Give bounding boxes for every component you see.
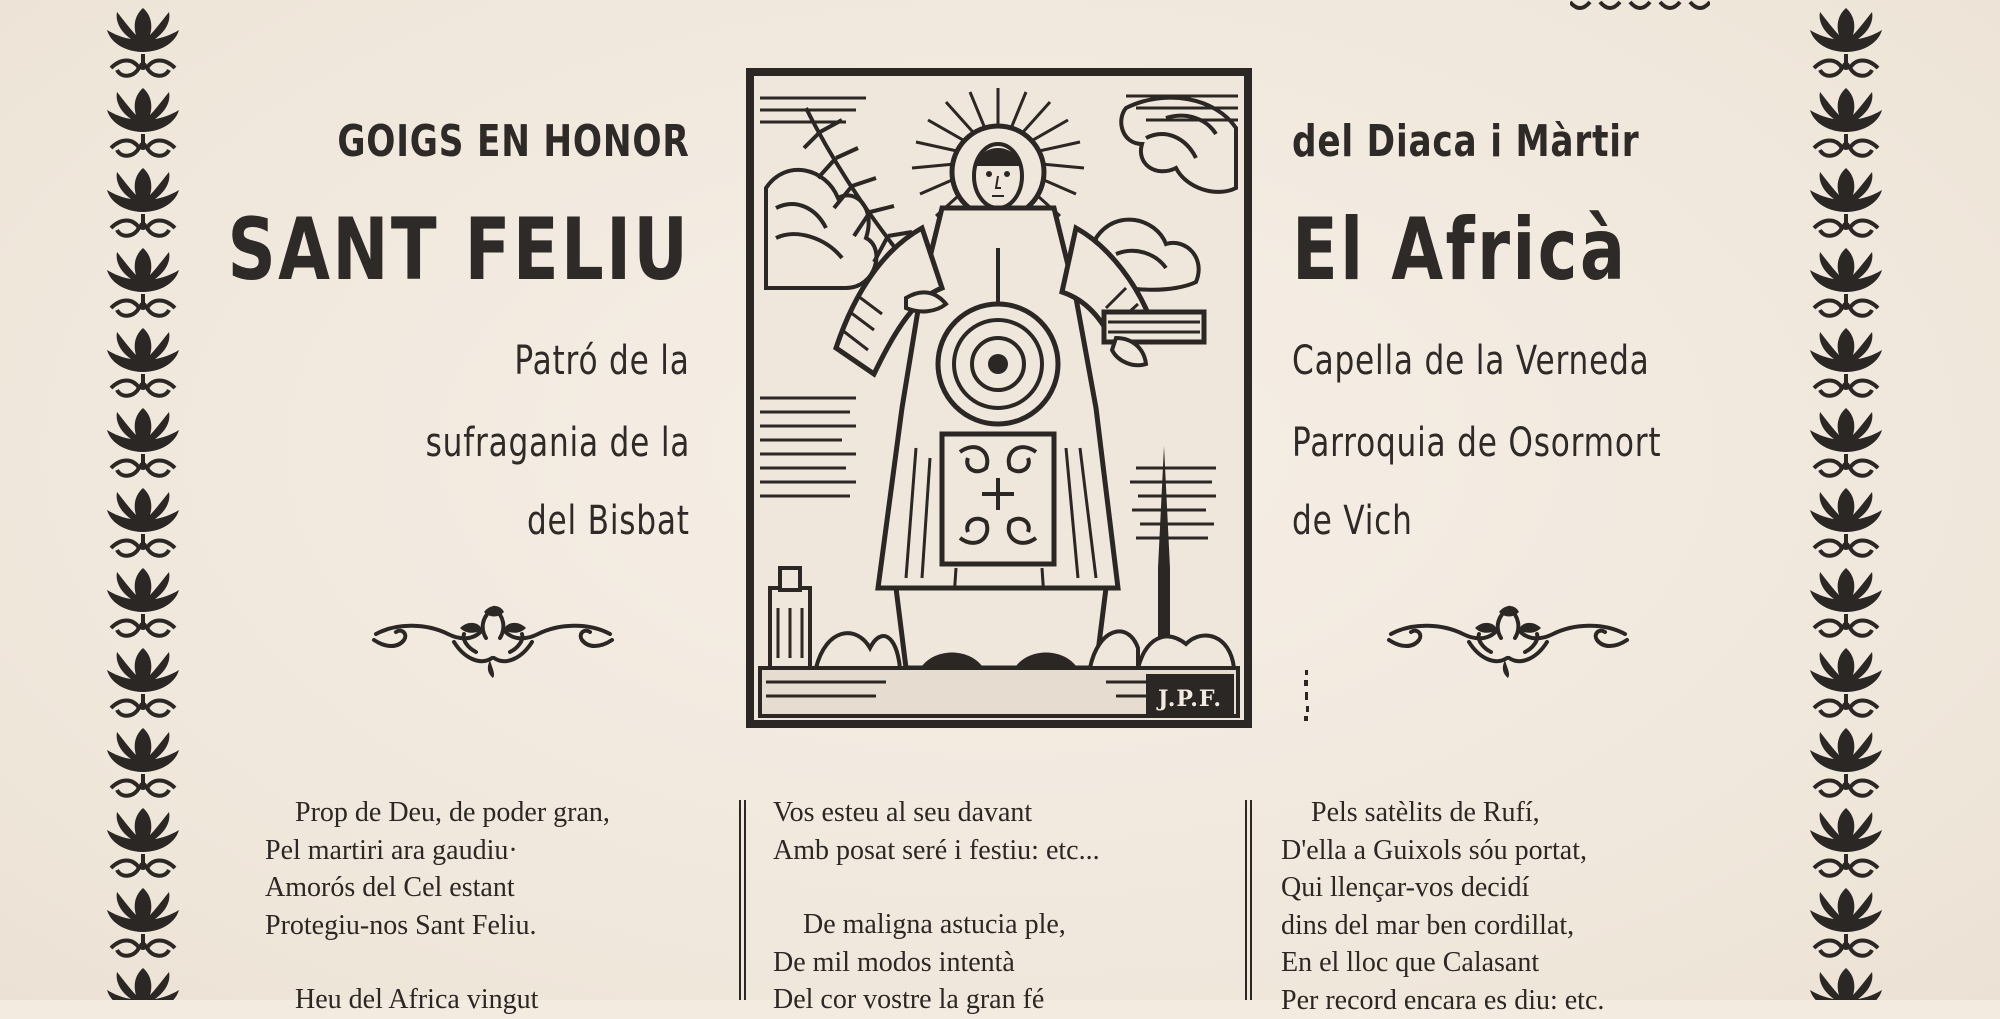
heading-right-line-1: del Diaca i Màrtir: [1292, 116, 1640, 167]
verse-line: Prop de Deu, de poder gran,: [265, 794, 610, 832]
verse-column-3: [1281, 794, 1604, 1019]
woodcut-signature: J.P.F.: [1158, 686, 1222, 712]
heading-right-line-5: de Vich: [1292, 498, 1413, 544]
saint-feliu-woodcut: [746, 68, 1252, 728]
heading-left-saint-name: SANT FELIU: [227, 200, 690, 300]
verse-line: Amorós del Cel estant: [265, 869, 610, 907]
heading-left-line-5: del Bisbat: [527, 498, 690, 544]
verse-line: Pel martiri ara gaudiu·: [265, 832, 610, 870]
verse-line: Per record encara es diu: etc.: [1281, 982, 1604, 1019]
scroll-ornament-left: [368, 598, 618, 678]
column-divider-1: [739, 800, 746, 1000]
heading-left-line-3: Patró de la: [515, 338, 690, 384]
verse-line: D'ella a Guixols sóu portat,: [1281, 832, 1604, 870]
verse-line: dins del mar ben cordillat,: [1281, 907, 1604, 945]
verse-column-2: [773, 794, 1100, 1019]
column-divider-2: [1245, 800, 1252, 1000]
heading-right-epithet: El Africà: [1292, 200, 1627, 300]
verse-line: Vos esteu al seu davant: [773, 794, 1100, 832]
verse-line: En el lloc que Calasant: [1281, 944, 1604, 982]
scroll-ornament-right: [1383, 598, 1633, 678]
top-edge-ornament: [1570, 0, 1710, 14]
verse-line: Del cor vostre la gran fé: [773, 981, 1100, 1019]
verse-line: Heu del Africa vingut: [265, 981, 610, 1019]
heading-right-line-3: Capella de la Verneda: [1292, 338, 1650, 384]
left-palmette-border: [103, 0, 183, 1000]
heading-left-line-1: GOIGS EN HONOR: [338, 116, 690, 167]
verse-line: Protegiu-nos Sant Feliu.: [265, 907, 610, 945]
right-palmette-border: [1806, 0, 1886, 1000]
verse-line: Qui llençar-vos decidí: [1281, 869, 1604, 907]
verse-line: Pels satèlits de Rufí,: [1281, 794, 1604, 832]
heading-left-line-4: sufragania de la: [425, 420, 690, 466]
ink-speck: [1302, 668, 1312, 724]
verse-column-1: [265, 794, 610, 1019]
verse-line: De mil modos intentà: [773, 944, 1100, 982]
heading-right-line-4: Parroquia de Osormort: [1292, 420, 1661, 466]
verse-line: De maligna astucia ple,: [773, 906, 1100, 944]
verse-line: Amb posat seré i festiu: etc...: [773, 832, 1100, 870]
